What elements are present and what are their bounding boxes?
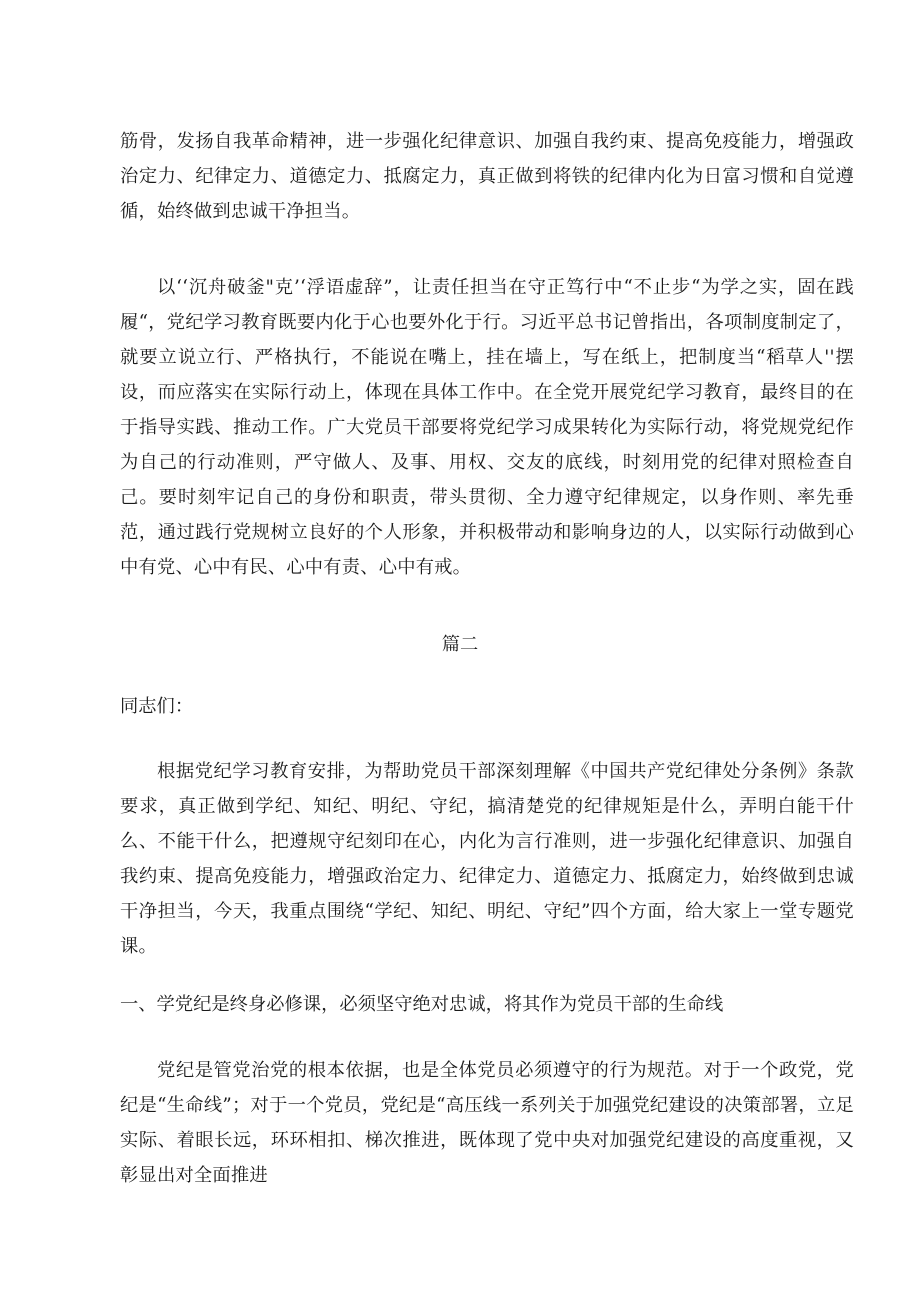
- paragraph-discipline: 党纪是管党治党的根本依据，也是全体党员必须遵守的行为规范。对于一个政党，党纪是“生命线”；对于一个党员，党纪是“高压线一系列关于加强党纪建设的决策部署，立足实际、着眼长远，环环相扣、梯次推进，既体现了党中央对加强党纪建设的高度重视，又彰显出对全面推进: [120, 1060, 854, 1186]
- paragraph-intro-continuation: 筋骨，发扬自我革命精神，进一步强化纪律意识、加强自我约束、提高免疫能力，增强政治定力、纪律定力、道德定力、抵腐定力，真正做到将铁的纪律内化为日富习惯和自觉遵循，始终做到忠诚干净担当。: [120, 131, 854, 222]
- heading-one: 一、学党纪是终身必修课，必须坚守绝对忠诚，将其作为党员干部的生命线: [120, 994, 724, 1015]
- paragraph-practice: 以‘‘沉舟破釜"克’‘浮语虚辞”，让责任担当在守正笃行中“不止步“为学之实，固在践履“，党纪学习教育既要内化于心也要外化于行。习近平总书记曾指出，各项制度制定了，就要立说立行、严格执行，不能说在嘴上，挂在墙上，写在纸上，把制度当“稻草人''摆设，而应落实在实际行动上，体现在具体工作中。在全党开展党纪学习教育，最终目的在于指导实践、推动工作。广大党员干部要将党纪学习成果转化为实际行动，将党规党纪作为自己的行动准则，严守做人、及事、用权、交友的底线，时刻用党的纪律对照检查自己。要时刻牢记自己的身份和职责，带头贯彻、全力遵守纪律规定，以身作则、率先垂范，通过践行党规树立良好的个人形象，并积极带动和影响身边的人，以实际行动做到心中有党、心中有民、心中有责、心中有戒。: [120, 277, 854, 578]
- paragraph-intro: 根据党纪学习教育安排，为帮助党员干部深刻理解《中国共产党纪律处分条例》条款要求，真正做到学纪、知纪、明纪、守纪，搞清楚党的纪律规矩是什么，弄明白能干什么、不能干什么，把遵规守纪刻印在心，内化为言行准则，进一步强化纪律意识、加强自我约束、提高免疫能力，增强政治定力、纪律定力、道德定力、抵腐定力，始终做到忠诚干净担当，今天，我重点围绕“学纪、知纪、明纪、守纪”四个方面，给大家上一堂专题党课。: [120, 761, 854, 957]
- section-title: 篇二: [441, 634, 479, 655]
- greeting: 同志们：: [120, 696, 194, 717]
